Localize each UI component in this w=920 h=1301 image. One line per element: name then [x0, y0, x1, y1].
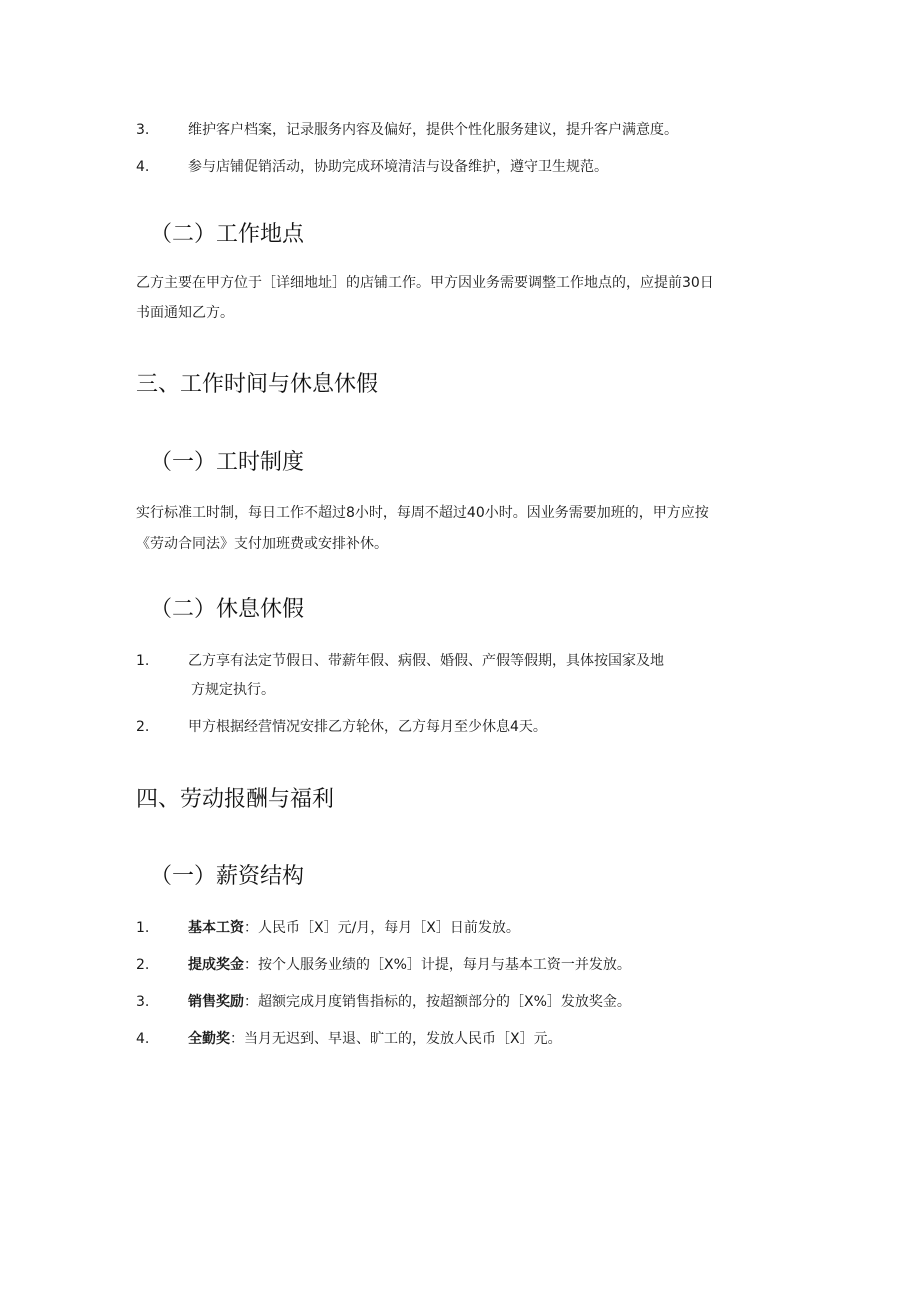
- list-item-number: 3.: [136, 122, 150, 138]
- list-item-text: [188, 918, 520, 938]
- list-item-text: 甲方根据经营情况安排乙方轮休，乙方每月至少休息4天。: [188, 719, 547, 735]
- paragraph-line: 实行标准工时制，每日工作不超过8小时，每周不超过40小时。因业务需要加班的，甲方应按: [136, 505, 709, 521]
- section-heading-work-time: 三、工作时间与休息休假: [136, 372, 379, 397]
- paragraph-line: 乙方主要在甲方位于［详细地址］的店铺工作。甲方因业务需要调整工作地点的，应提前30日: [136, 275, 714, 291]
- list-item-label: 销售奖励: [188, 994, 244, 1010]
- list-item-detail: ：按个人服务业绩的［X%］计提，每月与基本工资一并发放。: [244, 957, 631, 973]
- paragraph-line: 书面通知乙方。: [136, 305, 234, 321]
- list-item-number: 3.: [136, 994, 150, 1010]
- list-item-number: 1.: [136, 653, 150, 669]
- list-item-label: 基本工资: [188, 920, 244, 936]
- list-item-text: 维护客户档案，记录服务内容及偏好，提供个性化服务建议，提升客户满意度。: [188, 122, 678, 138]
- list-item-text: 乙方享有法定节假日、带薪年假、病假、婚假、产假等假期，具体按国家及地: [188, 653, 664, 669]
- section-heading-compensation: 四、劳动报酬与福利: [136, 787, 335, 812]
- subsection-heading-hours: （一）工时制度: [150, 450, 305, 475]
- paragraph-line: 《劳动合同法》支付加班费或安排补休。: [136, 536, 388, 552]
- subsection-heading-salary: （一）薪资结构: [150, 864, 305, 889]
- list-item-detail: ：当月无迟到、早退、旷工的，发放人民币［X］元。: [230, 1031, 562, 1047]
- list-item-number: 4.: [136, 159, 150, 175]
- list-item-detail: ：超额完成月度销售指标的，按超额部分的［X%］发放奖金。: [244, 994, 631, 1010]
- list-item-text: [188, 992, 631, 1012]
- list-item-text: [188, 1029, 562, 1049]
- list-item-number: 2.: [136, 957, 150, 973]
- list-item-number: 4.: [136, 1031, 150, 1047]
- list-item-text-continuation: 方规定执行。: [191, 682, 275, 698]
- subsection-heading-work-location: （二）工作地点: [150, 222, 305, 247]
- list-item-label: 提成奖金: [188, 957, 244, 973]
- list-item-number: 2.: [136, 719, 150, 735]
- list-item-label: 全勤奖: [188, 1031, 230, 1047]
- list-item-text: 参与店铺促销活动，协助完成环境清洁与设备维护，遵守卫生规范。: [188, 159, 608, 175]
- list-item-detail: ：人民币［X］元/月，每月［X］日前发放。: [244, 920, 520, 936]
- list-item-number: 1.: [136, 920, 150, 936]
- subsection-heading-rest: （二）休息休假: [150, 597, 305, 622]
- list-item-text: [188, 955, 631, 975]
